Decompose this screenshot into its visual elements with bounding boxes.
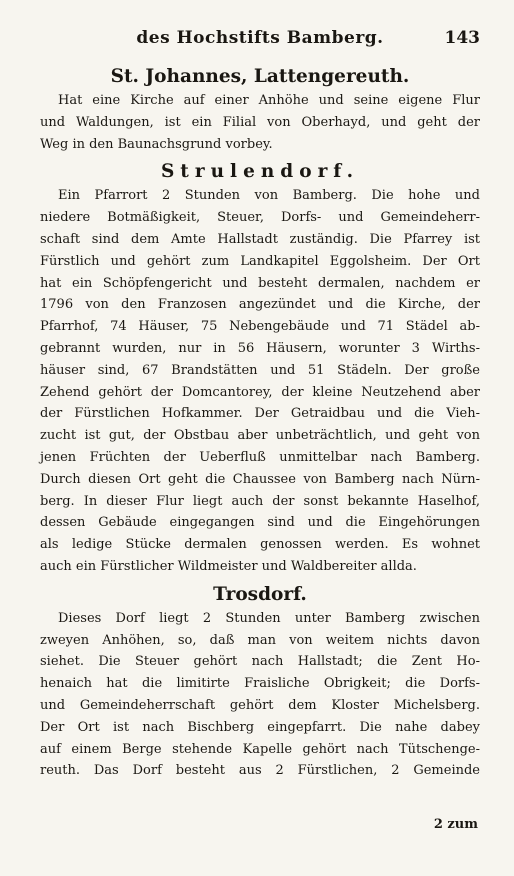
text-line: reuth. Das Dorf besteht aus 2 Fürstlichen, 2 Gemeinde — [40, 763, 480, 779]
text-line: und Waldungen, ist ein Filial von Oberhayd, und geht der — [40, 114, 480, 130]
paragraph-strulendorf — [40, 185, 480, 577]
text-line: siehet. Die Steuer gehört nach Hallstadt; die Zent Ho- — [40, 654, 480, 670]
text-line: Dieses Dorf liegt 2 Stunden unter Bamberg zwischen — [58, 610, 480, 626]
text-line: Fürstlich und gehört zum Landkapitel Eggolsheim. Der Ort — [40, 253, 480, 269]
text-line: schaft sind dem Amte Hallstadt zuständig. Die Pfarrey ist — [40, 231, 480, 247]
text-line: zucht ist gut, der Obstbau aber unbeträchtlich, und geht von — [40, 428, 480, 444]
text-line: auf einem Berge stehende Kapelle gehört nach Tütschenge- — [40, 741, 480, 757]
text-line: Weg in den Baunachsgrund vorbey. — [40, 136, 273, 152]
text-line: gebrannt wurden, nur in 56 Häusern, worunter 3 Wirths- — [40, 340, 480, 356]
text-line: als ledige Stücke dermalen genossen werden. Es wohnet — [40, 537, 480, 553]
running-title: des Hochstifts Bamberg. — [136, 28, 384, 48]
text-line: henaich hat die limitirte Fraisliche Obrigkeit; die Dorfs- — [40, 676, 480, 692]
text-line: Hat eine Kirche auf einer Anhöhe und seine eigene Flur — [58, 93, 480, 108]
text-line: häuser sind, 67 Brandstätten und 51 Städeln. Der große — [40, 362, 480, 378]
text-line: Durch diesen Ort geht die Chaussee von Bamberg nach Nürn- — [40, 471, 480, 487]
text-line: Ein Pfarrort 2 Stunden von Bamberg. Die hohe und — [58, 188, 480, 204]
paragraph-trosdorf — [40, 608, 480, 782]
section-heading-strulendorf: Strulendorf. — [160, 161, 360, 183]
text-line: dessen Gebäude eingegangen sind und die Eingehörungen — [40, 515, 480, 531]
paragraph-st-johannes — [40, 90, 480, 155]
catchword: 2 zum — [433, 817, 478, 832]
page-body — [40, 64, 480, 782]
text-line: auch ein Fürstlicher Wildmeister und Waldbereiter allda. — [40, 558, 417, 574]
page-header — [40, 28, 480, 58]
section-heading-trosdorf: Trosdorf. — [213, 583, 307, 605]
text-line: berg. In dieser Flur liegt auch der sonst bekannte Haselhof, — [40, 493, 480, 509]
text-line: und Gemeindeherrschaft gehört dem Kloster Michelsberg. — [40, 697, 480, 713]
text-line: 1796 von den Franzosen angezündet und die Kirche, der — [40, 297, 480, 313]
text-line: hat ein Schöpfengericht und besteht dermalen, nachdem er — [40, 275, 480, 291]
text-line: Der Ort ist nach Bischberg eingepfarrt. Die nahe dabey — [40, 719, 480, 735]
page-number: 143 — [444, 28, 480, 48]
text-line: Zehend gehört der Domcantorey, der kleine Neutzehend aber — [40, 384, 480, 400]
text-line: jenen Früchten der Ueberfluß unmittelbar nach Bamberg. — [40, 449, 480, 465]
text-line: zweyen Anhöhen, so, daß man von weitem nichts davon — [40, 632, 480, 648]
text-line: Pfarrhof, 74 Häuser, 75 Nebengebäude und 71 Städel ab- — [40, 319, 480, 335]
section-heading-st-johannes: St. Johannes, Lattengereuth. — [110, 66, 410, 87]
text-line: der Fürstlichen Hofkammer. Der Getraidbau und die Vieh- — [40, 406, 480, 422]
text-line: niedere Botmäßigkeit, Steuer, Dorfs- und Gemeindeherr- — [40, 210, 480, 226]
